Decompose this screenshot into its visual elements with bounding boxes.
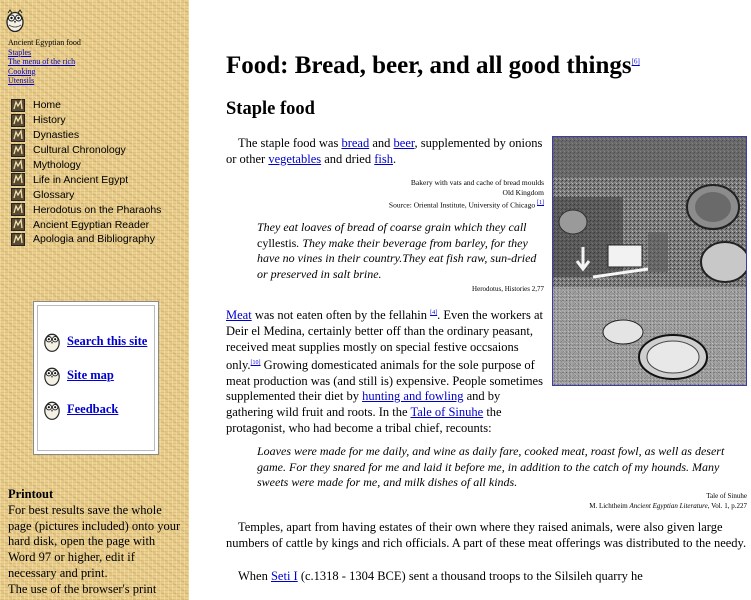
nav-label-history: History — [33, 114, 66, 127]
section-heading: Staple food — [226, 99, 315, 119]
quote-word: cyllestis — [257, 235, 297, 250]
nav-label-life-in-ancient-egypt: Life in Ancient Egypt — [33, 173, 129, 186]
quote-source: Herodotus, Histories 2,77 — [472, 285, 544, 293]
hieroglyph-tile-icon — [11, 218, 25, 231]
nav-label-apologia-and-bibliography: Apologia and Bibliography — [33, 233, 156, 246]
bakery-photo-image — [553, 137, 746, 385]
nav-item-home[interactable] — [11, 98, 161, 113]
text: The staple food was — [238, 136, 342, 150]
beer-link[interactable]: beer — [393, 136, 415, 150]
page-title-text: Food: Bread, beer, and all good things — [226, 52, 632, 79]
text: and by gathering wild fruit and roots. In the — [226, 389, 501, 420]
owl-icon — [43, 398, 61, 420]
paragraph-seti — [226, 569, 751, 585]
printout-text-2: The use of the browser's print — [8, 581, 157, 596]
caption-line: Bakery with vats and cache of bread moulds — [410, 178, 544, 187]
text: . — [392, 151, 397, 166]
tale-of-sinuhe-link[interactable]: Tale of Sinuhe — [410, 405, 484, 420]
herodotus-quote — [257, 220, 545, 282]
quote-source-book: Ancient Egyptian Literature — [629, 502, 708, 510]
quote-text: They eat loaves of bread of coarse grain which they call — [257, 220, 527, 234]
owl-logo-icon[interactable] — [5, 8, 25, 32]
text: the protagonist, who had become a tribal chief, recounts: — [226, 405, 502, 435]
paragraph-meat — [226, 306, 546, 437]
quote-source-author: M. Lichtheim — [589, 502, 630, 510]
hunting-fowling-link[interactable]: hunting and fowling — [362, 389, 464, 404]
caption-footnote-link[interactable]: [1] — [537, 200, 544, 206]
photo-caption — [366, 178, 544, 211]
search-site-link[interactable] — [43, 330, 147, 352]
site-map-link[interactable] — [43, 364, 114, 386]
title-footnote-link[interactable]: [6] — [631, 57, 640, 66]
site-tools-box — [33, 301, 159, 455]
sidebar — [0, 0, 189, 600]
topic-menu — [8, 38, 81, 86]
owl-icon — [43, 364, 61, 386]
nav-item-dynasties[interactable] — [11, 128, 161, 143]
text: Growing domesticated animals for the sole purpose of meat production was (and still is) expensive. People sometimes supplemented their diet by — [226, 357, 543, 404]
nav-label-dynasties: Dynasties — [33, 129, 80, 142]
topic-link-staples[interactable]: Staples — [8, 47, 32, 57]
text: When — [238, 569, 271, 583]
meat-link[interactable]: Meat — [226, 308, 252, 323]
topic-title: Ancient Egyptian food — [8, 38, 81, 47]
quote-text: . They make their beverage from barley, for they have no vines in their country.They eat fish raw, sun-dried or preserved in salt brine. — [257, 235, 537, 281]
site-map-label[interactable]: Site map — [67, 367, 114, 382]
printout-note — [8, 487, 184, 598]
nav-label-glossary: Glossary — [33, 188, 75, 201]
fish-link[interactable]: fish — [374, 151, 393, 166]
text: and — [369, 136, 394, 150]
quote-source — [486, 491, 747, 511]
page-title — [226, 52, 640, 80]
nav-item-herodotus-on-the-pharaohs[interactable] — [11, 202, 161, 217]
topic-link-cooking[interactable]: Cooking — [8, 66, 36, 76]
nav-item-mythology[interactable] — [11, 158, 161, 173]
text: , supplemented by onions or other — [226, 136, 543, 166]
topic-link-menu-of-the-rich[interactable]: The menu of the rich — [8, 57, 76, 66]
text: . Even the workers at Deir el Medina, certainly better off than the ordinary peasant, received meat supplies mostly on special festive occsaions only. — [226, 308, 543, 372]
printout-text: For best results save the whole page (pictures included) onto your hard disk, open the page with Word 97 or higher, edit if necessary and print. — [8, 502, 181, 580]
nav-label-herodotus-on-the-pharaohs: Herodotus on the Pharaohs — [33, 203, 162, 216]
hieroglyph-tile-icon — [11, 203, 25, 216]
feedback-label[interactable]: Feedback — [67, 401, 119, 416]
text: was not eaten often by the fellahin — [251, 308, 431, 323]
nav-item-glossary[interactable] — [11, 187, 161, 202]
footnote-link[interactable]: [4] — [430, 310, 438, 316]
nav-label-cultural-chronology: Cultural Chronology — [33, 144, 126, 157]
hieroglyph-tile-icon — [11, 159, 25, 172]
bakery-photo[interactable] — [552, 136, 747, 386]
nav-item-cultural-chronology[interactable] — [11, 143, 161, 158]
seti-link[interactable]: Seti I — [270, 569, 298, 583]
feedback-link[interactable] — [43, 398, 118, 420]
paragraph-temples: Temples, apart from having estates of their own where they raised animals, were also given large numbers of cattle by kings and rich officials. A part of these meat offerings was distributed to the needy. — [226, 520, 747, 550]
hieroglyph-tile-icon — [11, 144, 25, 157]
caption-line: Old Kingdom — [502, 188, 544, 197]
nav-label-mythology: Mythology — [33, 159, 81, 171]
nav-label-ancient-egyptian-reader: Ancient Egyptian Reader — [33, 218, 150, 231]
caption-source: Source: Oriental Institute, University of Chicago — [388, 200, 536, 210]
hieroglyph-tile-icon — [11, 114, 25, 127]
hieroglyph-tile-icon — [11, 173, 25, 186]
hieroglyph-tile-icon — [11, 129, 25, 142]
text: and dried — [321, 151, 375, 166]
hieroglyph-tile-icon — [11, 99, 25, 112]
hieroglyph-tile-icon — [11, 233, 25, 246]
main-nav — [11, 98, 161, 247]
owl-icon — [43, 330, 61, 352]
quote-source-volume: , Vol. 1, p.227 — [707, 502, 747, 510]
topic-link-utensils[interactable]: Utensils — [8, 76, 35, 85]
quote-source-title: Tale of Sinuhe — [706, 492, 747, 500]
vegetables-link[interactable]: vegetables — [268, 151, 322, 166]
text: (c.1318 - 1304 BCE) sent a thousand troops to the Silsileh quarry he — [297, 569, 643, 583]
footnote-link[interactable]: [10] — [250, 359, 261, 366]
search-site-label[interactable]: Search this site — [67, 333, 148, 348]
nav-item-history[interactable] — [11, 113, 161, 128]
printout-heading: Printout — [8, 487, 54, 501]
sinuhe-quote: Loaves were made for me daily, and wine as daily fare, cooked meat, roast fowl, as well as desert game. For they snared for me and laid it before me, in addition to the catch of my hounds. Many sweets were made for me, and milk dishes of all kinds. — [257, 444, 725, 489]
nav-item-life-in-ancient-egypt[interactable] — [11, 172, 161, 187]
nav-label-home: Home — [33, 99, 62, 112]
nav-item-apologia-and-bibliography[interactable] — [11, 232, 161, 247]
hieroglyph-tile-icon — [11, 188, 25, 201]
paragraph-staples — [226, 136, 544, 168]
nav-item-ancient-egyptian-reader[interactable] — [11, 217, 161, 232]
bread-link[interactable]: bread — [341, 136, 370, 150]
